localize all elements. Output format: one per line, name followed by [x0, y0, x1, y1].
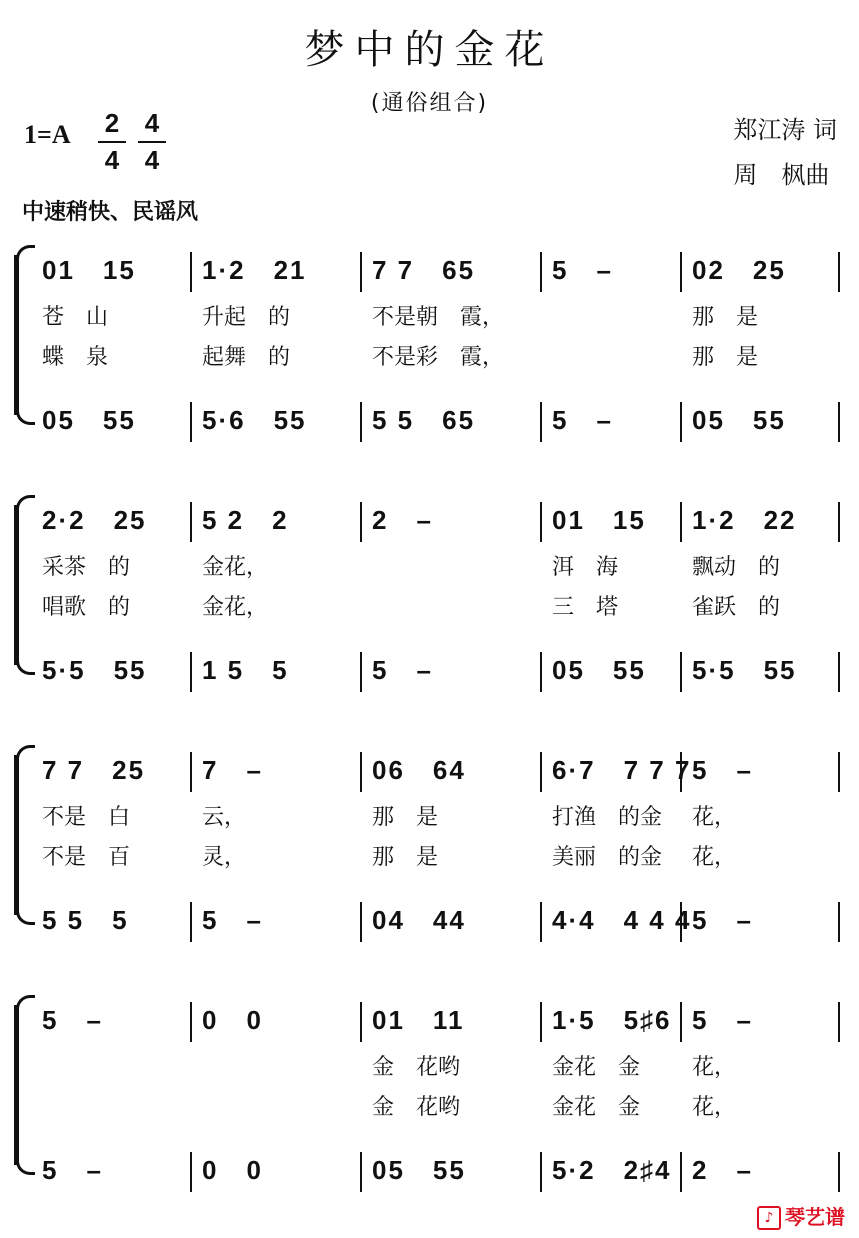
barline [190, 652, 192, 692]
lyric-segment: 金 花哟 [372, 1055, 461, 1080]
lyric-segment: 雀跃 的 [692, 595, 781, 620]
song-subtitle: (通俗组合) [370, 91, 489, 116]
barline [190, 402, 192, 442]
lyric-segment: 起舞 的 [202, 345, 291, 370]
composer-credit: 周 枫曲 [733, 161, 830, 189]
barline [190, 1152, 192, 1192]
system-bracket [14, 1005, 29, 1165]
measure-notes: 7 7 25 [42, 755, 146, 785]
tempo-marking: 中速稍快、民谣风 [22, 200, 199, 225]
measure-notes: 4·4 4 4 4 [552, 905, 692, 935]
barline [838, 252, 840, 292]
lyrics-verse-2-row [30, 590, 837, 636]
lyric-segment: 云， [202, 805, 247, 830]
barline [680, 1152, 682, 1192]
credits [733, 108, 837, 198]
barline [190, 252, 192, 292]
measure-notes: 2·2 25 [42, 505, 147, 535]
barline [360, 1152, 362, 1192]
barline [540, 902, 542, 942]
barline [680, 1002, 682, 1042]
measure-notes: 5·2 2♯4 [552, 1155, 672, 1185]
barline [540, 502, 542, 542]
lyricist-credit: 郑江涛 词 [733, 116, 837, 144]
lyric-segment: 采茶 的 [42, 555, 131, 580]
measure-notes: 04 44 [372, 905, 466, 935]
barline [838, 752, 840, 792]
barline [838, 902, 840, 942]
lyric-segment: 不是 白 [42, 805, 131, 830]
measure-notes: 0 0 [202, 1005, 263, 1035]
lyric-segment: 不是 百 [42, 845, 131, 870]
barline [360, 652, 362, 692]
measure-notes: 01 15 [552, 505, 646, 535]
lyrics-verse-2-row [30, 1090, 837, 1136]
lyric-segment: 花， [692, 1055, 737, 1080]
measure-notes: 2 – [692, 1155, 753, 1185]
barline [190, 502, 192, 542]
measure-notes: 5 – [692, 905, 753, 935]
song-title: 梦中的金花 [304, 27, 555, 73]
measure-notes: 06 64 [372, 755, 466, 785]
barline [540, 652, 542, 692]
time-signature-4-4 [138, 108, 166, 176]
measure-notes: 5 2 2 [202, 505, 289, 535]
lyrics-verse-2-row [30, 840, 837, 886]
lyric-segment: 那 是 [692, 345, 759, 370]
lyric-segment: 金花， [202, 595, 269, 620]
measure-notes: 05 55 [552, 655, 646, 685]
system-bracket [14, 755, 29, 915]
system-bracket [14, 505, 29, 665]
measure-notes: 5 – [42, 1005, 103, 1035]
measure-notes: 1·2 21 [202, 255, 307, 285]
measure-notes: 6·7 7 7 7 [552, 755, 692, 785]
measure-notes: 5·5 55 [42, 655, 147, 685]
measure-notes: 5 5 5 [42, 905, 129, 935]
barline [360, 502, 362, 542]
watermark-logo-icon: ♪ [757, 1206, 781, 1230]
measure-notes: 2 – [372, 505, 433, 535]
lyric-segment: 不是朝 霞， [372, 305, 505, 330]
time-sig-bottom: 4 [144, 145, 160, 175]
barline [838, 402, 840, 442]
lyric-segment: 美丽 的金 [552, 845, 663, 870]
upper-voice-row [30, 250, 837, 296]
lyric-segment: 那 是 [692, 305, 759, 330]
lyric-segment: 那 是 [372, 805, 439, 830]
lyric-segment: 灵， [202, 845, 247, 870]
time-signature-2-4 [98, 108, 126, 176]
measure-notes: 05 55 [692, 405, 786, 435]
barline [360, 252, 362, 292]
lyric-segment: 升起 的 [202, 305, 291, 330]
lyric-segment: 金花 金 [552, 1055, 641, 1080]
upper-voice-row [30, 750, 837, 796]
measure-notes: 0 0 [202, 1155, 263, 1185]
measure-notes: 1·2 22 [692, 505, 797, 535]
lyric-segment: 花， [692, 845, 737, 870]
measure-notes: 02 25 [692, 255, 786, 285]
barline [680, 402, 682, 442]
measure-notes: 5 – [552, 255, 613, 285]
lyric-segment: 那 是 [372, 845, 439, 870]
barline [360, 752, 362, 792]
lyric-segment: 飘动 的 [692, 555, 781, 580]
measure-notes: 5 – [42, 1155, 103, 1185]
barline [540, 1002, 542, 1042]
barline [540, 1152, 542, 1192]
measure-notes: 5 – [202, 905, 263, 935]
measure-notes: 5 – [552, 405, 613, 435]
lower-voice-row [30, 650, 837, 696]
upper-voice-row [30, 500, 837, 546]
lyric-segment: 花， [692, 1095, 737, 1120]
measure-notes: 05 55 [42, 405, 136, 435]
lyrics-verse-2-row [30, 340, 837, 386]
barline [540, 752, 542, 792]
lyric-segment: 金花， [202, 555, 269, 580]
measure-notes: 5 – [372, 655, 433, 685]
watermark-text: 琴艺谱 [785, 1204, 845, 1229]
lyric-segment: 打渔 的金 [552, 805, 663, 830]
barline [360, 902, 362, 942]
measure-notes: 5 – [692, 755, 753, 785]
lyric-segment: 金花 金 [552, 1095, 641, 1120]
barline [680, 252, 682, 292]
barline [190, 1002, 192, 1042]
lyric-segment: 蝶 泉 [42, 345, 109, 370]
measure-notes: 01 11 [372, 1005, 465, 1035]
barline [190, 752, 192, 792]
lyric-segment: 唱歌 的 [42, 595, 131, 620]
measure-notes: 5 5 65 [372, 405, 476, 435]
time-sig-top: 4 [144, 108, 160, 138]
barline [838, 652, 840, 692]
barline [360, 402, 362, 442]
lyric-segment: 花， [692, 805, 737, 830]
measure-notes: 1 5 5 [202, 655, 289, 685]
lyric-segment: 三 塔 [552, 595, 619, 620]
barline [838, 502, 840, 542]
lower-voice-row [30, 1150, 837, 1196]
measure-notes: 5·6 55 [202, 405, 307, 435]
lyric-segment: 不是彩 霞， [372, 345, 505, 370]
barline [680, 502, 682, 542]
barline [838, 1152, 840, 1192]
lower-voice-row [30, 900, 837, 946]
barline [540, 402, 542, 442]
barline [360, 1002, 362, 1042]
barline [838, 1002, 840, 1042]
lower-voice-row [30, 400, 837, 446]
time-sig-bottom: 4 [104, 145, 120, 175]
barline [540, 252, 542, 292]
lyric-segment: 洱 海 [552, 555, 619, 580]
measure-notes: 05 55 [372, 1155, 466, 1185]
lyric-segment: 苍 山 [42, 305, 109, 330]
measure-notes: 5 – [692, 1005, 753, 1035]
time-sig-top: 2 [104, 108, 120, 138]
measure-notes: 1·5 5♯6 [552, 1005, 672, 1035]
key-signature: 1=A [24, 120, 71, 149]
barline [680, 652, 682, 692]
lyric-segment: 金 花哟 [372, 1095, 461, 1120]
watermark [757, 1201, 845, 1231]
upper-voice-row [30, 1000, 837, 1046]
measure-notes: 5·5 55 [692, 655, 797, 685]
measure-notes: 01 15 [42, 255, 136, 285]
measure-notes: 7 – [202, 755, 263, 785]
system-bracket [14, 255, 29, 415]
measure-notes: 7 7 65 [372, 255, 476, 285]
barline [190, 902, 192, 942]
